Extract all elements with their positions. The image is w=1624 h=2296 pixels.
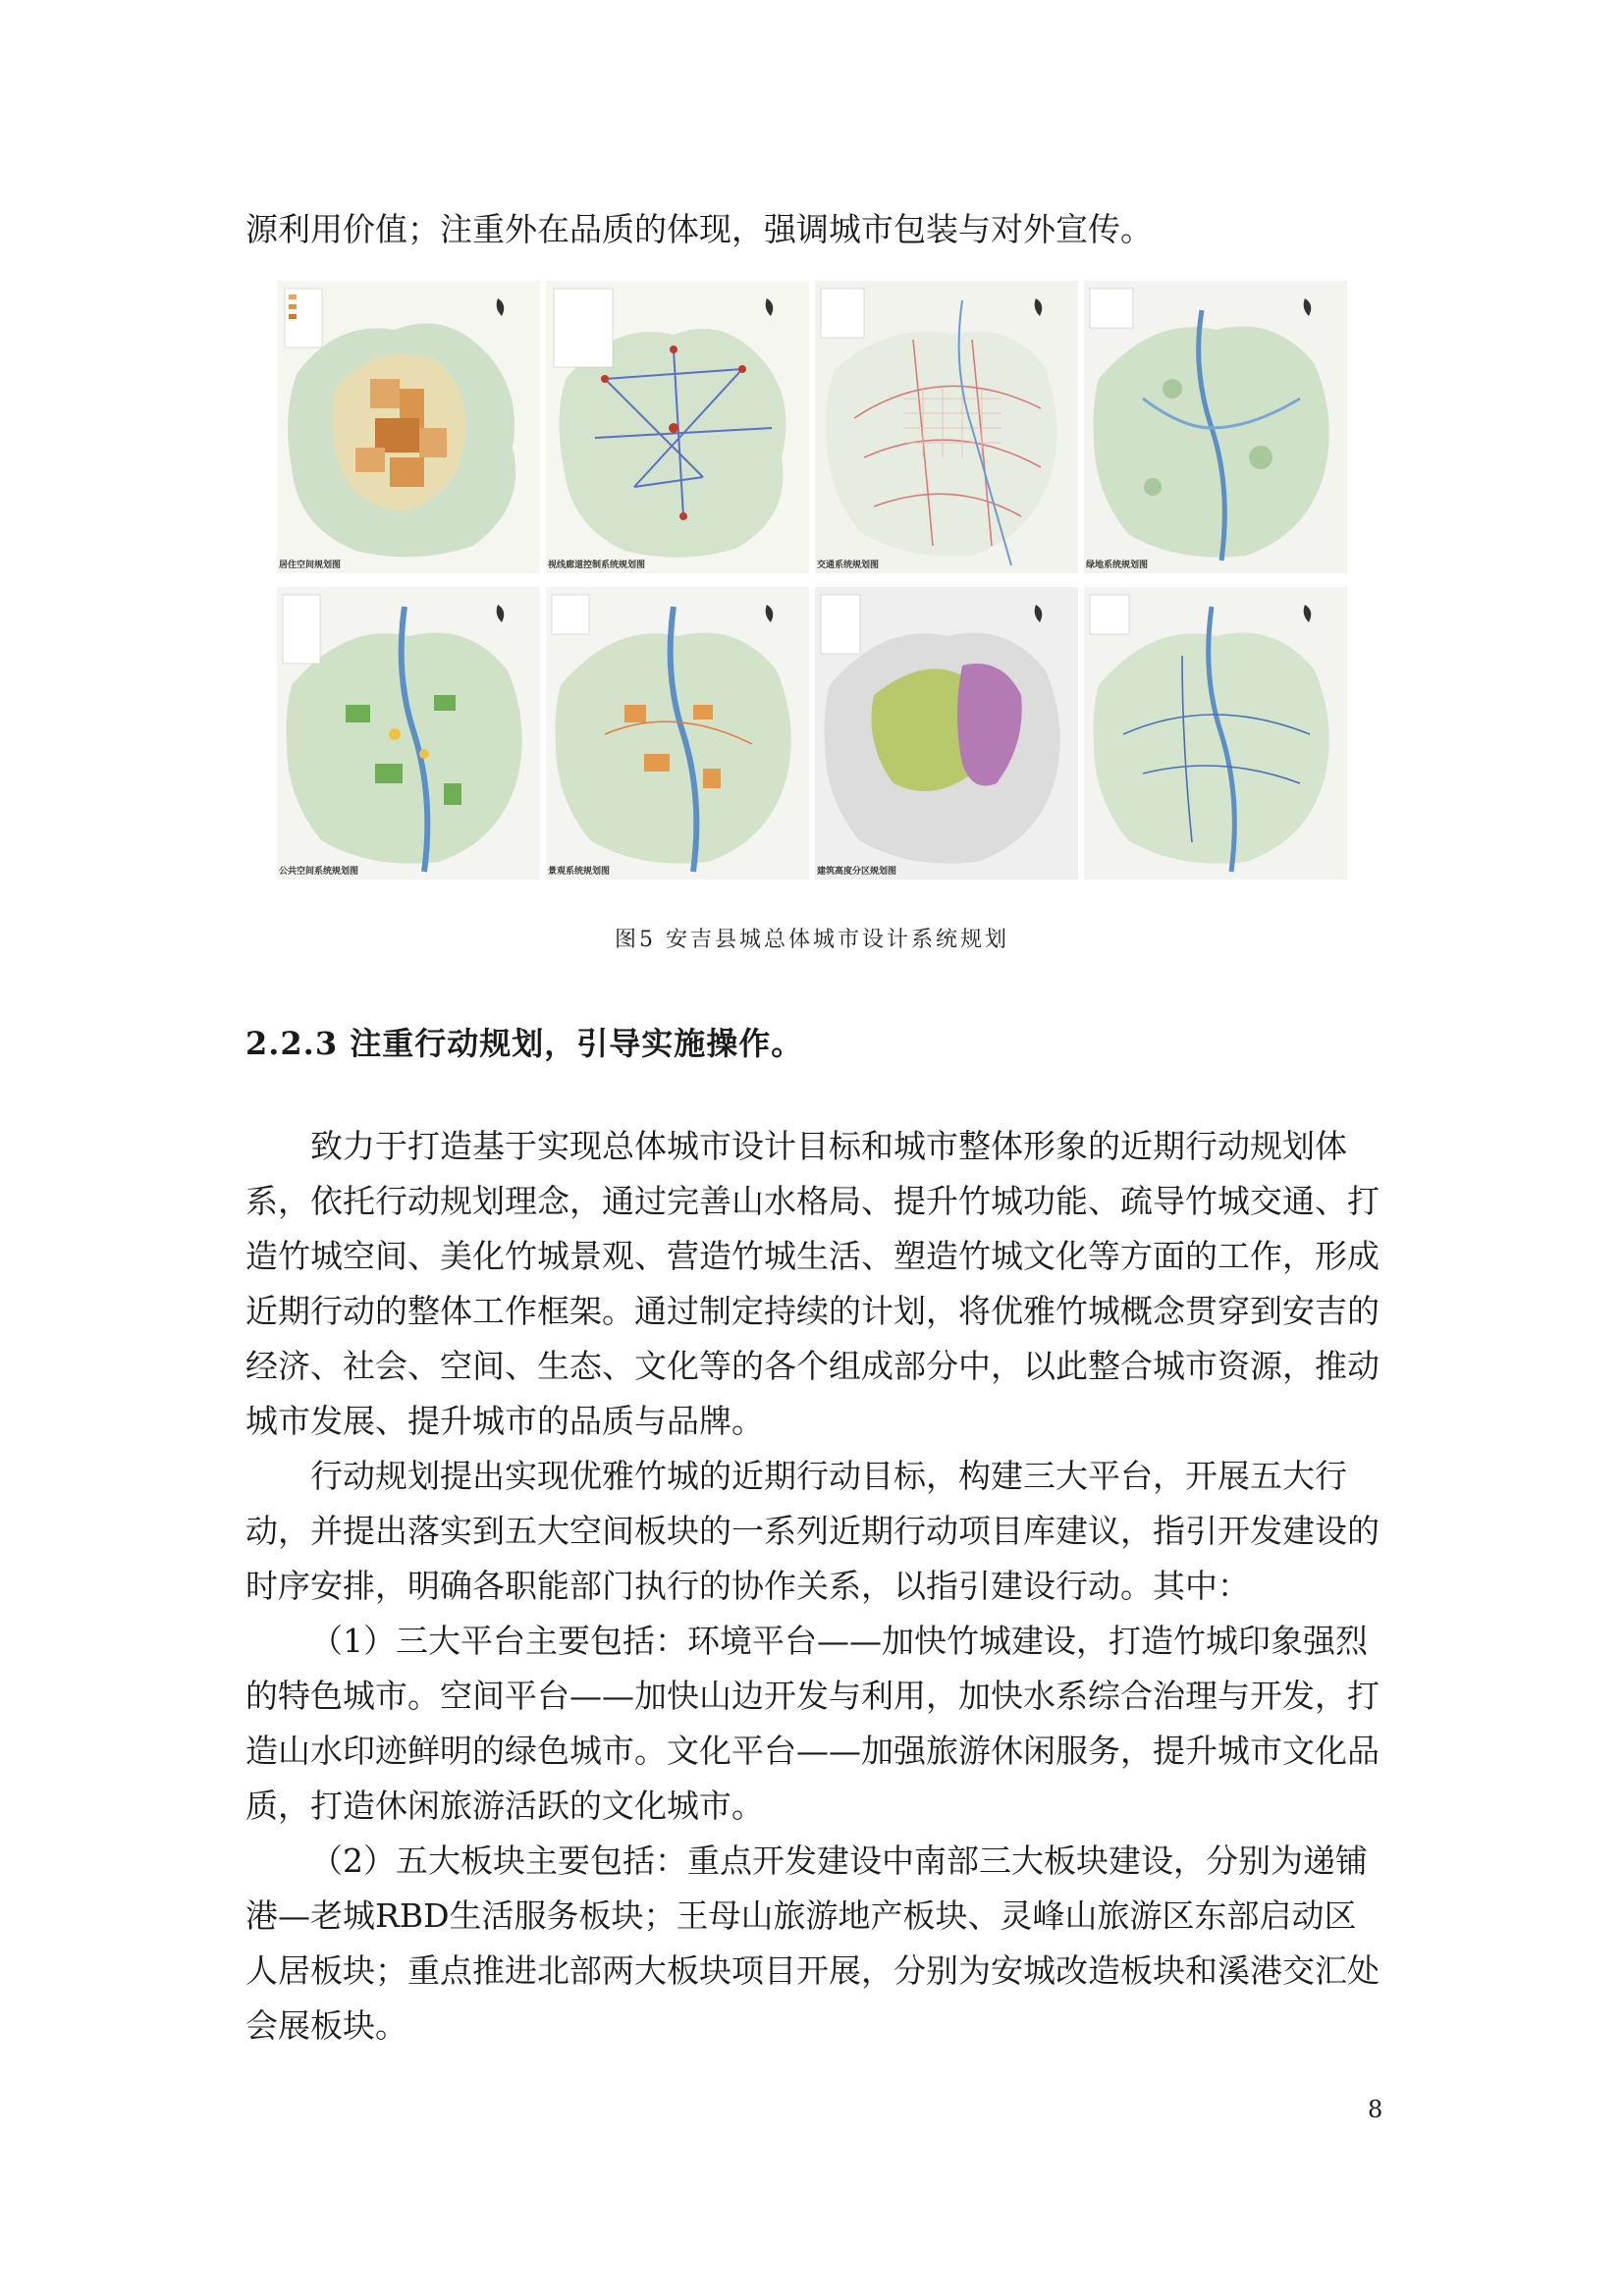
map-label: 视线廊道控制系统规划图: [548, 561, 646, 570]
map-landscape-system: [546, 587, 809, 880]
figure-map-grid: [277, 281, 1347, 891]
map-traffic-system: [815, 281, 1078, 573]
map-green-space: [1084, 281, 1347, 573]
map-public-space: [277, 587, 540, 880]
map-view-corridor-image: [546, 281, 809, 573]
figure-caption: 图5 安吉县城总体城市设计系统规划: [615, 928, 1009, 952]
map-label: 绿地系统规划图: [1086, 561, 1149, 570]
map-road-network: [1084, 587, 1347, 880]
page-number: 8: [1368, 2096, 1383, 2123]
map-residential-space: [277, 281, 540, 573]
section-heading: 2.2.3 注重行动规划，引导实施操作。: [245, 1025, 804, 1062]
map-green-space-image: [1084, 281, 1347, 573]
map-label: 居住空间规划图: [279, 561, 342, 570]
map-landscape-system-image: [546, 587, 809, 880]
map-label: 交通系统规划图: [817, 561, 880, 570]
map-residential-space-image: [277, 281, 540, 573]
map-label: 公共空间系统规划图: [279, 867, 359, 877]
map-public-space-image: [277, 587, 540, 880]
map-road-network-image: [1084, 587, 1347, 880]
map-label: 景观系统规划图: [548, 867, 611, 877]
map-view-corridor: [546, 281, 809, 573]
paragraph-1: 致力于打造基于实现总体城市设计目标和城市整体形象的近期行动规划体系，依托行动规划理念，通过完善山水格局、提升竹城功能、疏导竹城交通、打造竹城空间、美化竹城景观、营造竹城生活、塑造竹城文化等方面的工作，形成近期行动的整体工作框架。通过制定持续的计划，将优雅竹城概念贯穿到安吉的经济、社会、空间、生态、文化等的各个组成部分中，以此整合城市资源，推动城市发展、提升城市的品质与品牌。: [245, 1127, 1380, 1440]
paragraph-4: （2）五大板块主要包括：重点开发建设中南部三大板块建设，分别为递铺港—老城RBD生活服务板块；王母山旅游地产板块、灵峰山旅游区东部启动区人居板块；重点推进北部两大板块项目开展，分别为安城改造板块和溪港交汇处会展板块。: [245, 1842, 1380, 2045]
map-building-height-image: [815, 587, 1078, 880]
paragraph-2: 行动规划提出实现优雅竹城的近期行动目标，构建三大平台，开展五大行动，并提出落实到五大空间板块的一系列近期行动项目库建议，指引开发建设的时序安排，明确各职能部门执行的协作关系，以指引建设行动。其中：: [245, 1457, 1380, 1605]
map-label: 建筑高度分区规划图: [817, 867, 897, 877]
map-traffic-system-image: [815, 281, 1078, 573]
intro-line: 源利用价值；注重外在品质的体现，强调城市包装与对外宣传。: [245, 210, 1153, 248]
paragraph-3: （1）三大平台主要包括：环境平台——加快竹城建设，打造竹城印象强烈的特色城市。空间平台——加快山边开发与利用，加快水系综合治理与开发，打造山水印迹鲜明的绿色城市。文化平台——加强旅游休闲服务，提升城市文化品质，打造休闲旅游活跃的文化城市。: [245, 1622, 1380, 1825]
map-building-height: [815, 587, 1078, 880]
